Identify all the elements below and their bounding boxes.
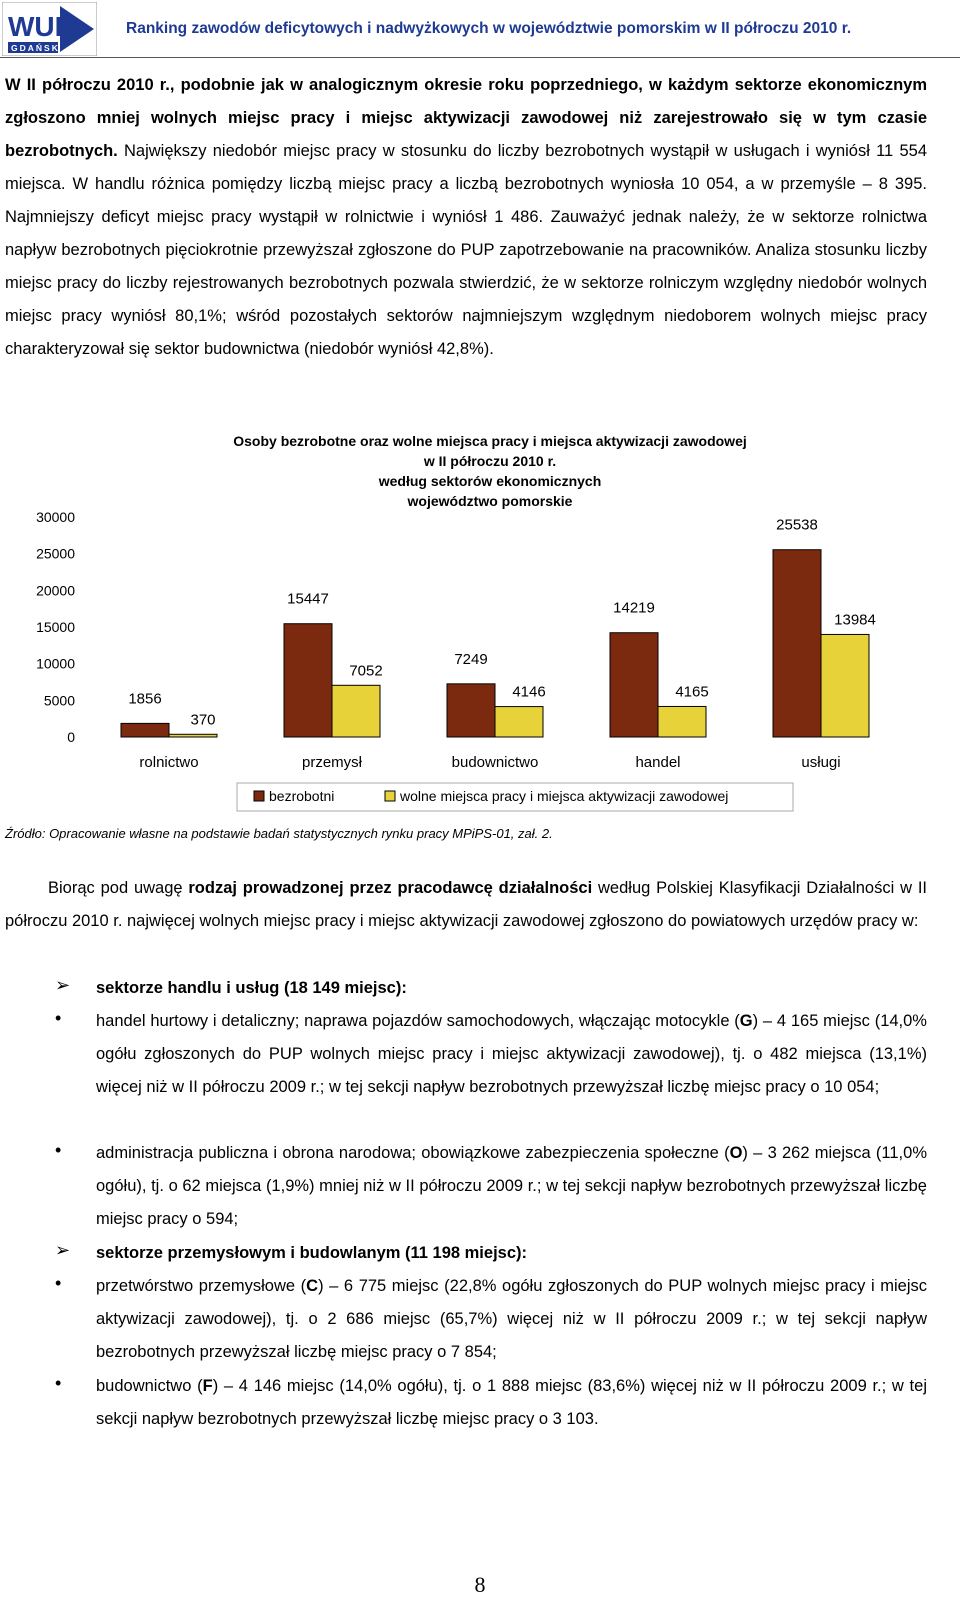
logo-subtext: GDAŃSK <box>11 43 60 53</box>
data-label: 13984 <box>834 611 876 629</box>
list-item-text <box>96 1270 927 1369</box>
data-label: 15447 <box>287 590 329 608</box>
page-header <box>0 0 960 60</box>
legend-swatch-wolne-miejsca <box>385 791 395 801</box>
item-text-b: ) – 6 775 miejsc (22,8% ogółu zgłoszonych do PUP wolnych miejsc pracy i miejsc aktywizacji zawodowej), tj. o 2 686 miejsc (65,7%) więcej niż w II półroczu 2009 r.; w tej sekcji napływ bezrobotnych przewyższał liczbę miejsc pracy o 7 854; <box>96 1277 928 1361</box>
paragraph-2 <box>5 872 927 938</box>
item-code: C <box>306 1277 319 1295</box>
bar-bezrobotni <box>447 684 495 737</box>
item-text-b: ) – 3 262 miejsca (11,0% ogółu), tj. o 62 miejsca (1,9%) mniej niż w II półroczu 2009 r.; w tej sekcji napływ bezrobotnych przewyższał liczbę miejsc pracy o 594; <box>96 1144 927 1228</box>
list-item-text <box>96 1137 927 1236</box>
chart-title-line: w II półroczu 2010 r. <box>423 453 557 469</box>
data-label: 14219 <box>613 599 655 617</box>
dot-bullet-icon: • <box>55 1008 62 1028</box>
bar-bezrobotni <box>773 550 821 737</box>
item-text-a: budownictwo ( <box>96 1377 203 1395</box>
y-tick-label: 25000 <box>36 545 75 562</box>
para2-text-2: według Polskiej Klasyfikacji Działalności w II półroczu 2010 r. najwięcej wolnych miejsc pracy i miejsc aktywizacji zawodowej zgłoszono do powiatowych urzędów pracy w: <box>5 879 927 930</box>
dot-bullet-icon: • <box>55 1140 62 1160</box>
chart-title-line: Osoby bezrobotne oraz wolne miejsca pracy i miejsca aktywizacji zawodowej <box>233 433 747 449</box>
data-label: 7052 <box>349 662 383 680</box>
bar-wolne-miejsca <box>332 685 380 737</box>
x-category-label: usługi <box>801 754 841 771</box>
header-divider <box>0 57 960 58</box>
intro-rest: Największy niedobór miejsc pracy w stosunku do liczby bezrobotnych wystąpił w usługach i wyniósł 11 554 miejsca. W handlu różnica pomiędzy liczbą miejsc pracy a liczbą bezrobotnych wyniosła 10 054, a w przemyśle – 8 395. Najmniejszy deficyt miejsc pracy wystąpił w rolnictwie i wyniósł 1 486. Zauważyć jednak należy, że w sektorze rolnictwa napływ bezrobotnych pięciokrotnie przewyższał zgłoszone do PUP zapotrzebowanie na pracowników. Analiza stosunku liczby miejsc pracy do liczby rejestrowanych bezrobotnych pozwala stwierdzić, że w sektorze rolniczym względny niedobór wolnych miejsc pracy wyniósł 80,1%; wśród pozostałych sektorów najmniejszym względnym niedoborem wolnych miejsc pracy charakteryzował się sektor budownictwa (niedobór wyniósł 42,8%). <box>5 142 927 358</box>
wup-logo <box>2 2 97 56</box>
item-text-b: ) – 4 165 miejsc (14,0% ogółu zgłoszonych do PUP wolnych miejsc pracy i miejsc aktywizacji zawodowej), tj. o 482 miejsca (13,1%) więcej niż w II półroczu 2009 r.; w tej sekcji napływ bezrobotnych przewyższał liczbę miejsc pracy o 10 054; <box>96 1012 927 1096</box>
y-tick-label: 10000 <box>36 655 75 672</box>
y-tick-label: 5000 <box>43 692 75 709</box>
arrow-bullet-icon: ➢ <box>55 975 71 995</box>
chart-title-line: według sektorów ekonomicznych <box>378 473 602 489</box>
dot-bullet-icon: • <box>55 1273 62 1293</box>
item-text-a: administracja publiczna i obrona narodowa; obowiązkowe zabezpieczenia społeczne ( <box>96 1144 730 1162</box>
x-category-label: rolnictwo <box>139 754 199 771</box>
bar-wolne-miejsca <box>169 734 217 737</box>
data-label: 25538 <box>776 516 818 534</box>
item-text-a: przetwórstwo przemysłowe ( <box>96 1277 307 1295</box>
intro-paragraph <box>5 69 927 366</box>
arrow-bullet-icon: ➢ <box>55 1240 71 1260</box>
data-label: 7249 <box>454 650 488 668</box>
item-code: G <box>739 1012 753 1030</box>
chart-title-line: województwo pomorskie <box>407 493 573 509</box>
bar-bezrobotni <box>121 723 169 737</box>
page-number: 8 <box>474 1572 486 1597</box>
logo-text: WUP <box>8 11 74 42</box>
x-category-label: handel <box>635 754 681 771</box>
x-category-label: przemysł <box>301 754 363 771</box>
y-tick-label: 15000 <box>36 619 75 635</box>
list-section-industry-label: sektorze przemysłowym i budowlanym (11 198 miejsc): <box>96 1244 527 1262</box>
legend-label-wolne-miejsca: wolne miejsca pracy i miejsca aktywizacji zawodowej <box>400 788 729 804</box>
data-label: 1856 <box>128 690 162 708</box>
item-text-a: handel hurtowy i detaliczny; naprawa pojazdów samochodowych, włączając motocykle ( <box>96 1012 740 1030</box>
bar-bezrobotni <box>610 633 658 737</box>
data-label: 4165 <box>675 683 709 701</box>
list-section-trade-label: sektorze handlu i usług (18 149 miejsc): <box>96 979 407 997</box>
list-item-text <box>96 1370 927 1436</box>
bar-bezrobotni <box>284 624 332 737</box>
legend-label-bezrobotni: bezrobotni <box>269 788 335 804</box>
source-note: Źródło: Opracowanie własne na podstawie badań statystycznych rynku pracy MPiPS-01, zał. 2. <box>5 826 553 841</box>
legend-swatch-bezrobotni <box>254 791 264 801</box>
para2-bold: rodzaj prowadzonej przez pracodawcę działalności <box>188 879 593 897</box>
dot-bullet-icon: • <box>55 1373 62 1393</box>
y-tick-label: 30000 <box>36 509 75 525</box>
bar-wolne-miejsca <box>821 634 869 737</box>
data-label: 4146 <box>512 683 546 701</box>
bar-wolne-miejsca <box>658 706 706 737</box>
para2-text-1: Biorąc pod uwagę <box>48 879 189 897</box>
intro-bold: W II półroczu 2010 r., podobnie jak w analogicznym okresie roku poprzedniego, w każdym sektorze ekonomicznym zgłoszono mniej wolnych miejsc pracy i miejsc aktywizacji zawodowej niż zarejestrowało się w tym czasie bezrobotnych. <box>5 76 927 160</box>
y-tick-label: 20000 <box>36 582 75 599</box>
item-code: F <box>202 1377 213 1395</box>
x-category-label: budownictwo <box>451 754 539 771</box>
data-label: 370 <box>190 711 216 729</box>
item-text-b: ) – 4 146 miejsc (14,0% ogółu), tj. o 1 888 miejsc (83,6%) więcej niż w II półroczu 2009 r.; w tej sekcji napływ bezrobotnych przewyższał liczbę miejsc pracy o 3 103. <box>96 1377 927 1428</box>
item-code: O <box>729 1144 743 1162</box>
bar-chart <box>0 425 960 825</box>
list-item-text <box>96 1005 927 1104</box>
bar-wolne-miejsca <box>495 707 543 737</box>
chart-svg <box>0 425 960 825</box>
header-title: Ranking zawodów deficytowych i nadwyżkowych w województwie pomorskim w II półroczu 2010 r. <box>126 20 852 37</box>
y-tick-label: 0 <box>67 729 75 745</box>
